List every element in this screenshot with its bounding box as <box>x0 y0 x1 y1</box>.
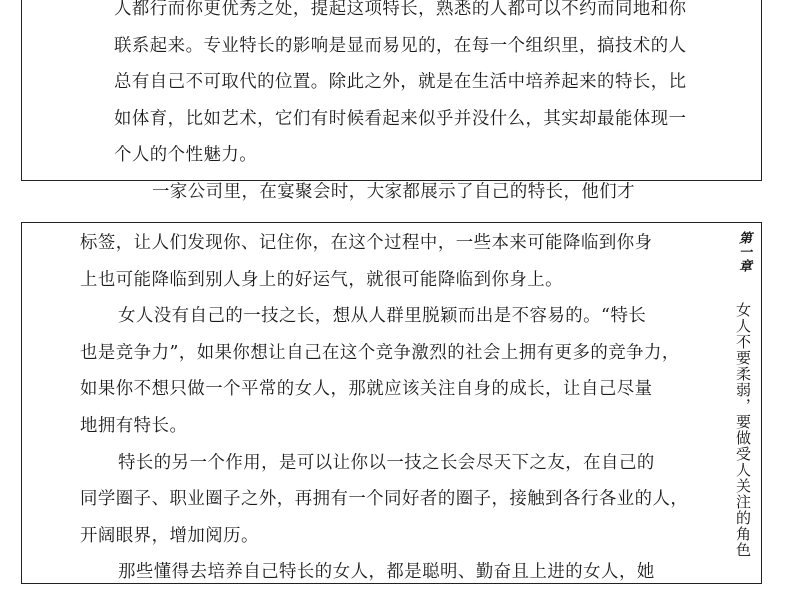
text-line: 标签，让人们发现你、记住你，在这个过程中，一些本来可能降临到你身 <box>80 233 653 253</box>
text-line: 女人没有自己的一技之长，想从人群里脱颖而出是不容易的。“特长 <box>118 306 647 327</box>
text-line: 地拥有特长。 <box>80 415 188 436</box>
text-line-cut: 一家公司里，在宴聚会时，大家都展示了自己的特长，他们才 <box>152 181 636 202</box>
text-line: 开阔眼界，增加阅历。 <box>80 525 259 546</box>
book-title: 女人不要柔弱，要做受人关注的角色 <box>734 302 752 558</box>
text-line: 如体育，比如艺术，它们有时候看起来似乎并没什么，其实却最能体现一 <box>114 108 687 129</box>
text-line: 个人的个性魅力。 <box>114 145 258 166</box>
side-divider <box>721 223 722 583</box>
running-header <box>726 231 754 558</box>
text-line: 如果你不想只做一个平常的女人，那就应该关注自身的成长，让自己尽量 <box>80 379 653 400</box>
text-line: 那些懂得去培养自己特长的女人，都是聪明、勤奋且上进的女人，她 <box>118 562 655 583</box>
bottom-page <box>21 222 762 584</box>
text-line: 上也可能降临到别人身上的好运气，就很可能降临到你身上。 <box>80 269 564 290</box>
text-line: 同学圈子、职业圈子之外，再拥有一个同好者的圈子，接触到各行各业的人， <box>80 489 689 510</box>
text-line: 联系起来。专业特长的影响是显而易见的，在每一个组织里，搞技术的人 <box>114 35 687 56</box>
text-line: 特长的另一个作用，是可以让你以一技之长会尽天下之友，在自己的 <box>118 452 655 473</box>
bottom-page-text <box>80 225 690 591</box>
top-page-text <box>114 0 724 211</box>
top-page <box>21 0 762 202</box>
text-line: 也是竞争力”，如果你想让自己在这个竞争激烈的社会上拥有更多的竞争力， <box>80 342 680 363</box>
chapter-label: 第一章 <box>736 231 751 273</box>
text-line: 人都行而你更优秀之处，提起这项特长，熟悉的人都可以不约而同地和你 <box>114 0 687 19</box>
text-line: 总有自己不可取代的位置。除此之外，就是在生活中培养起来的特长，比 <box>114 72 687 93</box>
